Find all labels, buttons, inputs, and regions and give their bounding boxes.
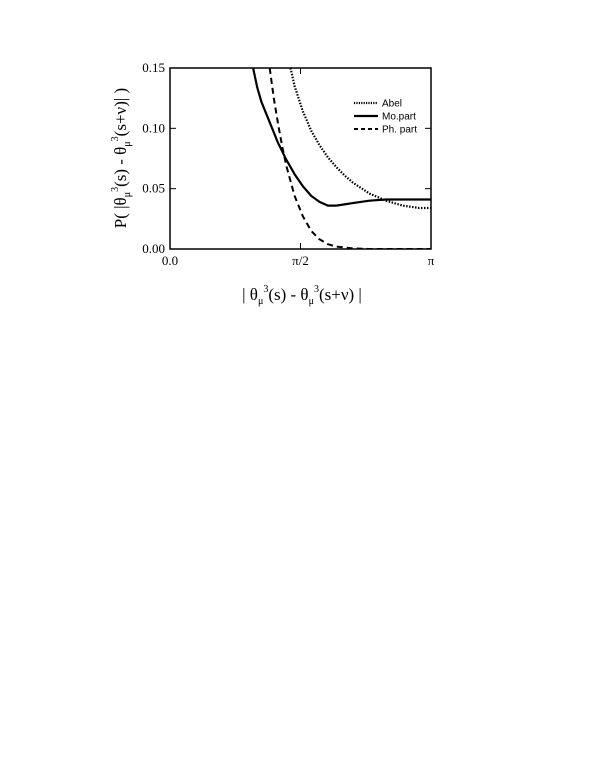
y-tick-label: 0.15 <box>142 60 165 75</box>
y-tick-label: 0.10 <box>142 120 165 136</box>
y-tick-label: 0.00 <box>142 241 165 256</box>
legend-label: Mo.part <box>382 111 416 123</box>
plot-frame <box>170 68 431 249</box>
x-axis-label <box>242 284 362 307</box>
series-layer <box>253 68 431 249</box>
series-line-abel <box>291 68 432 208</box>
y-axis-label <box>110 88 133 228</box>
y-tick-label: 0.05 <box>142 180 165 196</box>
svg-text:P( |θμ3(s) - θμ3(s+ν)| ): P( $|\theta_\mu^3(s) - \theta_\mu^3(s+\nu)|$ ) <box>110 87 133 229</box>
series-line-ph-part <box>270 68 431 249</box>
x-tick-label: 0.0 <box>161 253 179 268</box>
legend-label: Ph. part <box>382 124 418 136</box>
svg-text:| θμ3(s) - θμ3(s+ν) |: | $\theta_\mu^3(s) - \theta_\mu^3(s+\nu)$ | <box>242 284 362 307</box>
x-tick-label: π/2 <box>292 253 309 268</box>
series-line-mo-part <box>253 68 431 206</box>
legend-label: Abel <box>382 98 403 110</box>
legend <box>354 99 417 136</box>
x-tick-label: π <box>427 253 435 268</box>
